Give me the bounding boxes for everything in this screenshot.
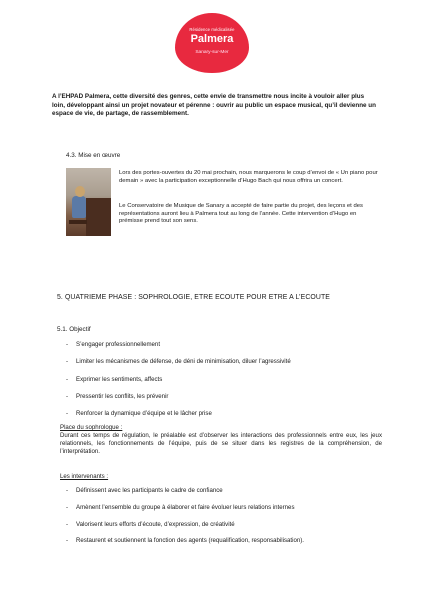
list-item: - Exprimer les sentiments, affects	[66, 376, 163, 383]
place-heading: Place du sophrologue :	[60, 424, 123, 431]
bench-shape	[69, 220, 87, 224]
phase-heading: 5. QUATRIEME PHASE : SOPHROLOGIE, ETRE ECOUTE POUR ETRE A L’ECOUTE	[57, 294, 330, 301]
palmera-logo	[175, 13, 249, 73]
intro-paragraph: A l’EHPAD Palmera, cette diversité des genres, cette envie de transmettre nous incite à vouloir aller plus loin, développant ainsi un projet novateur et pérenne : ouvrir au public un espace musical, qu’il devienne un espace de vie, de partage, de rassemblement.	[52, 93, 377, 118]
list-item: - S’engager professionnellement	[66, 341, 161, 348]
mise-paragraph-1: Lors des portes-ouvertes du 20 mai prochain, nous marquerons le coup d’envoi de « Un piano pour demain » avec la participation exceptionnelle d’Hugo Bach qui nous offrira un concert.	[119, 170, 378, 184]
place-paragraph: Durant ces temps de régulation, le préalable est d’observer les interactions des professionnels entre eux, les jeux relationnels, les fonctionnements de l’équipe, puis de se situer dans les registres de la compréhension, de l’interprétation.	[60, 432, 382, 455]
logo-name: Palmera	[190, 33, 234, 45]
list-item: - Restaurent et soutiennent la fonction des agents (requalification, responsabilisation).	[66, 537, 304, 544]
intervenants-heading: Les intervenants :	[60, 473, 109, 480]
list-item: - Amènent l’ensemble du groupe à élaborer et faire évoluer leurs relations internes	[66, 504, 295, 511]
list-item: - Définissent avec les participants le cadre de confiance	[66, 487, 223, 494]
list-item: - Renforcer la dynamique d’équipe et le lâcher prise	[66, 410, 212, 417]
logo-city: Sanary-sur-Mer	[195, 50, 229, 55]
pianist-head-shape	[75, 186, 85, 197]
list-item: - Pressentir les conflits, les prévenir	[66, 393, 169, 400]
piano-photo	[66, 168, 111, 236]
list-item: - Valorisent leurs efforts d’écoute, d’expression, de créativité	[66, 521, 235, 528]
objectif-heading: 5.1. Objectif	[57, 326, 91, 333]
list-item: - Limiter les mécanismes de défense, de déni de minimisation, diluer l’agressivité	[66, 358, 291, 365]
pianist-body-shape	[72, 196, 86, 218]
piano-shape	[86, 198, 111, 236]
mise-paragraph-2: Le Conservatoire de Musique de Sanary a accepté de faire partie du projet, des leçons et des représentations auront lieu à Palmera tout au long de l’année. Cette intervention d’Hugo en prémisse prend tout son sens.	[119, 203, 363, 225]
logo-tagline: Résidence médicalisée	[189, 27, 235, 32]
section-heading-mise-en-oeuvre: 4.3. Mise en œuvre	[66, 152, 121, 159]
